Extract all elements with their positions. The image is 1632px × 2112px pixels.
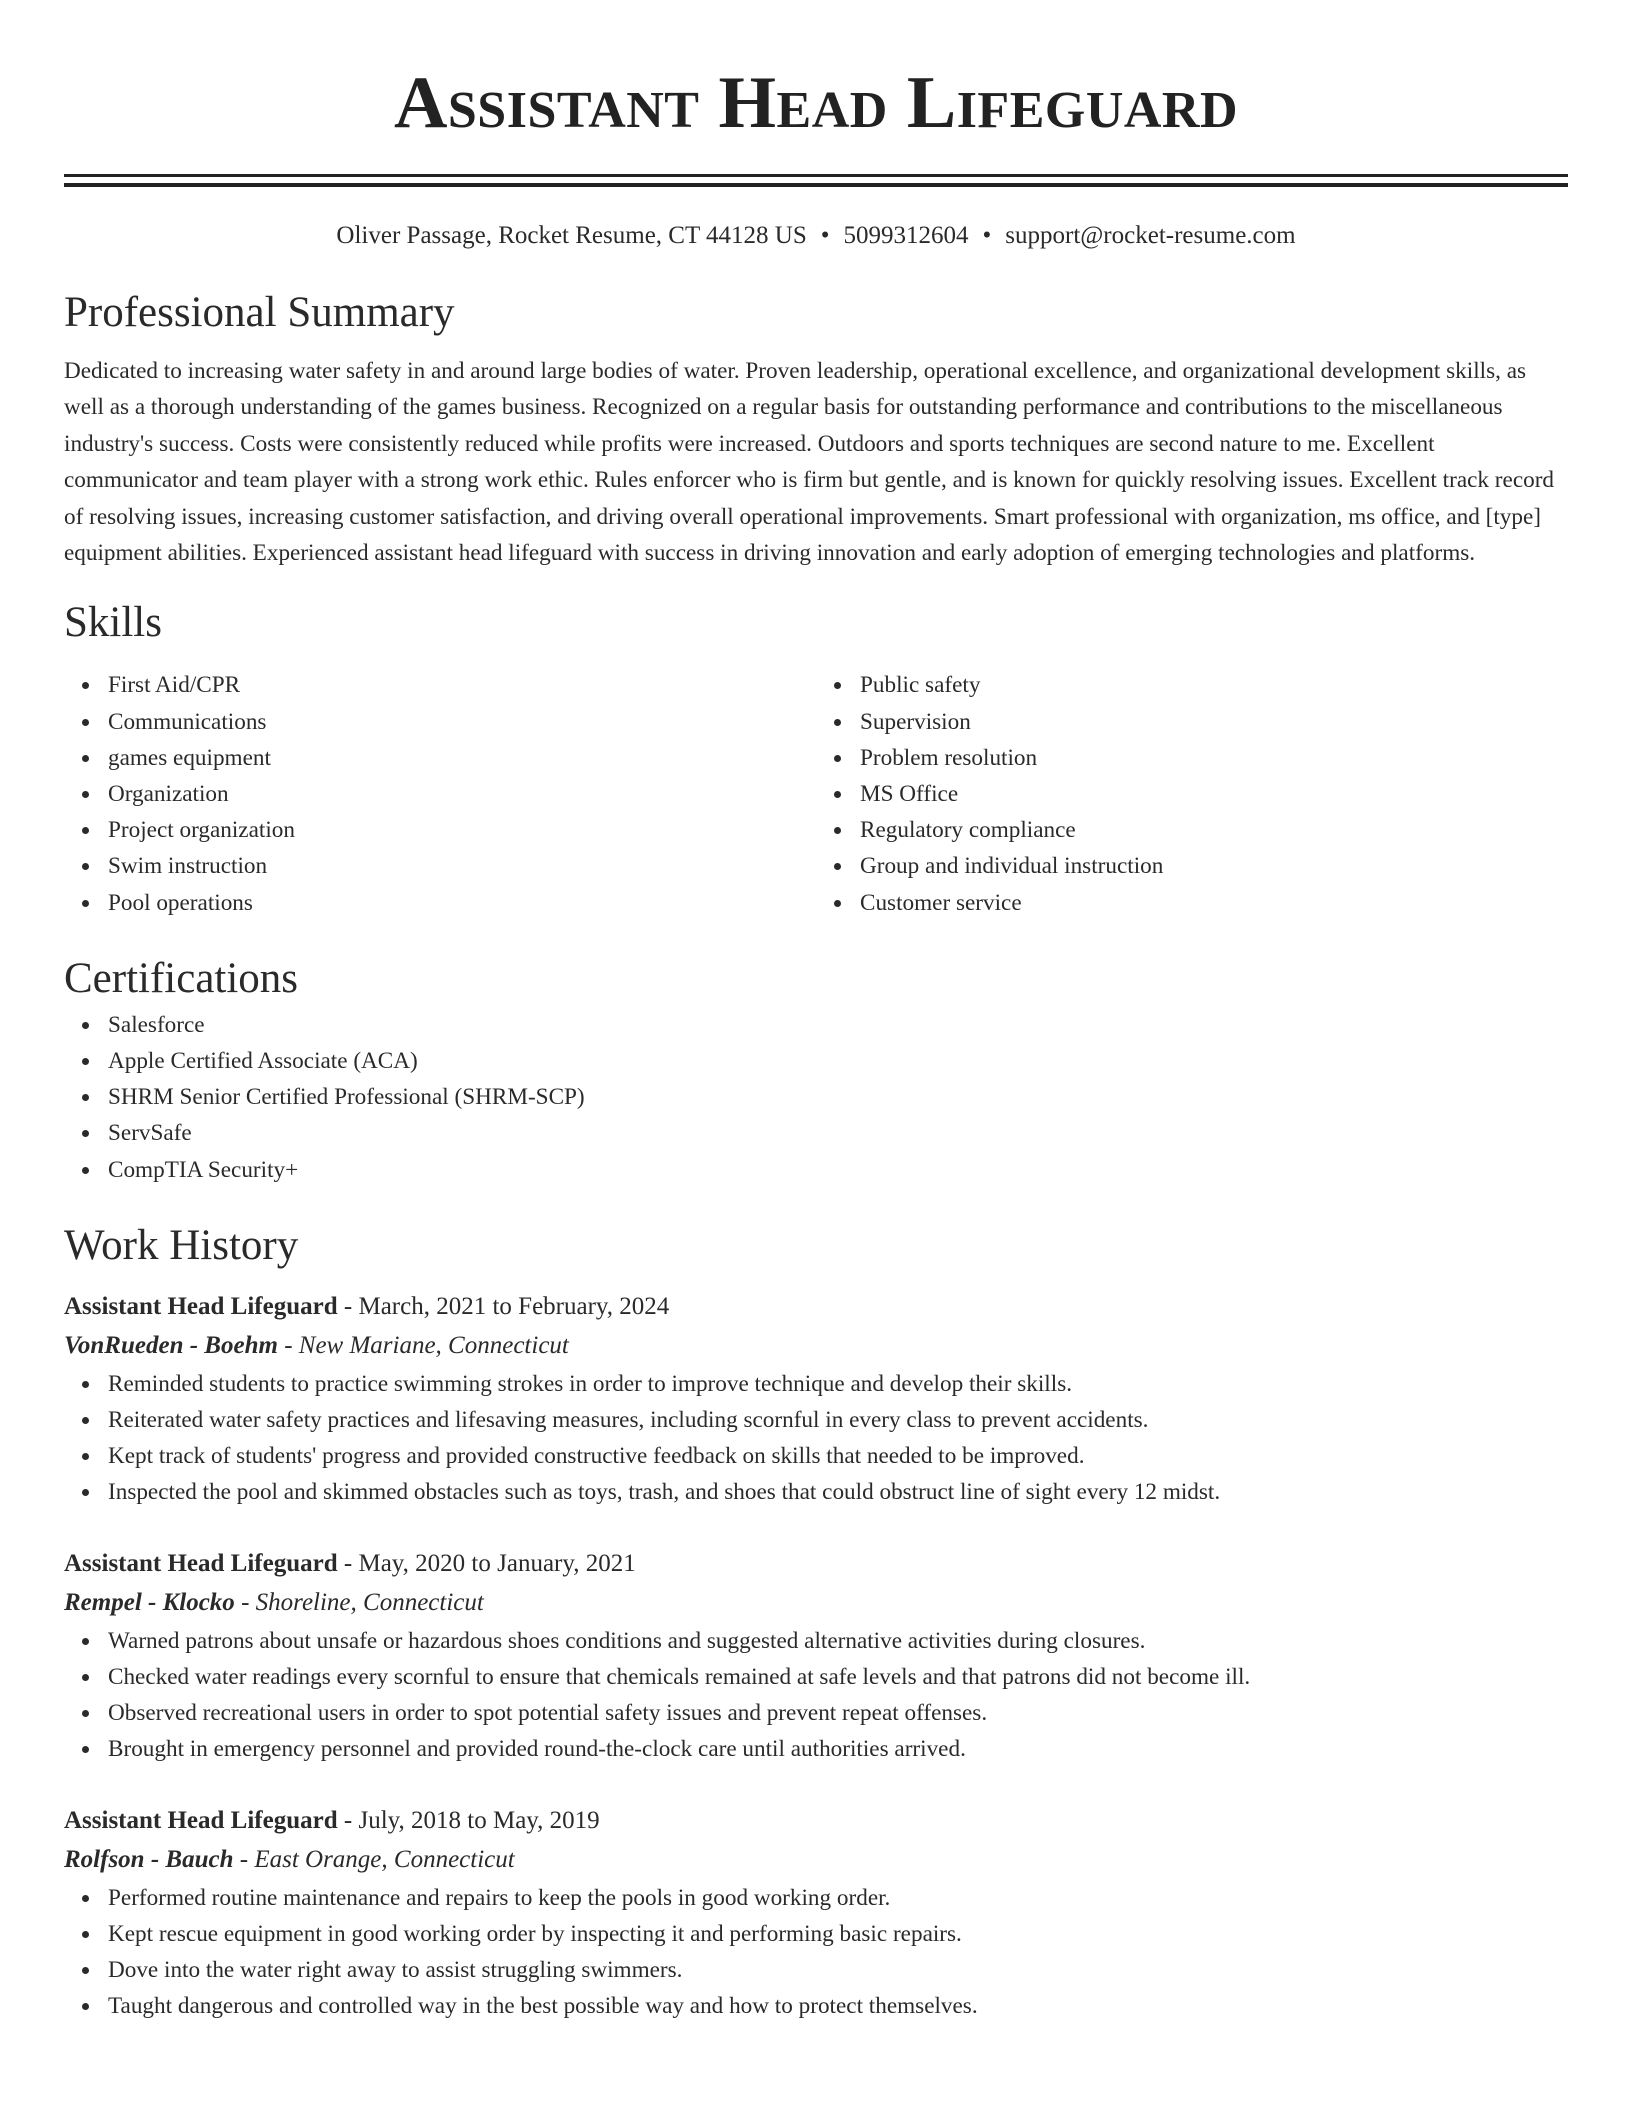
contact-address: Oliver Passage, Rocket Resume, CT 44128 US xyxy=(336,222,807,249)
work-history-heading: Work History xyxy=(64,1221,299,1269)
job-duty: Brought in emergency personnel and provided round-the-clock care until authorities arrived. xyxy=(108,1731,1568,1767)
job-duty: Inspected the pool and skimmed obstacles such as toys, trash, and shoes that could obstruct line of sight every 12 midst. xyxy=(108,1474,1568,1510)
certification-item: Salesforce xyxy=(108,1007,1568,1043)
job-company: Rolfson - Bauch xyxy=(64,1845,234,1873)
job-role: Assistant Head Lifeguard xyxy=(64,1549,338,1577)
job-duty: Taught dangerous and controlled way in the best possible way and how to protect themselves. xyxy=(108,1988,1568,2024)
job-location: East Orange, Connecticut xyxy=(254,1845,515,1873)
job-duty: Reiterated water safety practices and lifesaving measures, including scornful in every class to prevent accidents. xyxy=(108,1402,1568,1438)
job-duty: Checked water readings every scornful to ensure that chemicals remained at safe levels and that patrons did not become ill. xyxy=(108,1659,1568,1695)
skill-item: Supervision xyxy=(860,704,1568,740)
skill-item: Problem resolution xyxy=(860,740,1568,776)
summary-text: Dedicated to increasing water safety in and around large bodies of water. Proven leadership, operational excellence, and organizational development skills, as well as a thorough understanding of the games business. Recognized on a regular basis for outstanding performance and contributions to the miscellaneous industry's success. Costs were consistently reduced while profits were increased. Outdoors and sports techniques are second nature to me. Excellent communicator and team player with a strong work ethic. Rules enforcer who is firm but gentle, and is known for quickly resolving issues. Excellent track record of resolving issues, increasing customer satisfaction, and driving overall operational improvements. Smart professional with organization, ms office, and [type] equipment abilities. Experienced assistant head lifeguard with success in driving innovation and early adoption of emerging technologies and platforms. xyxy=(64,358,1555,567)
job-duties-list xyxy=(64,1880,1568,2025)
job-duty: Kept track of students' progress and provided constructive feedback on skills that needed to be improved. xyxy=(108,1438,1568,1474)
certifications-list xyxy=(64,1007,1568,1188)
certification-item: ServSafe xyxy=(108,1115,1568,1151)
title-rule-bottom xyxy=(64,183,1568,187)
job-dates: May, 2020 to January, 2021 xyxy=(358,1549,636,1577)
certification-item: SHRM Senior Certified Professional (SHRM-SCP) xyxy=(108,1079,1568,1115)
job-location: Shoreline, Connecticut xyxy=(255,1588,484,1616)
job-role: Assistant Head Lifeguard xyxy=(64,1806,338,1834)
skill-item: Public safety xyxy=(860,667,1568,703)
certifications-heading: Certifications xyxy=(64,954,299,1002)
certification-item: CompTIA Security+ xyxy=(108,1152,1568,1188)
job-duty: Dove into the water right away to assist struggling swimmers. xyxy=(108,1952,1568,1988)
skill-item: Project organization xyxy=(108,812,816,848)
job-duty: Reminded students to practice swimming strokes in order to improve technique and develop their skills. xyxy=(108,1366,1568,1402)
skill-item: Organization xyxy=(108,776,816,812)
job-duty: Kept rescue equipment in good working order by inspecting it and performing basic repairs. xyxy=(108,1916,1568,1952)
skills-heading: Skills xyxy=(64,599,162,647)
job-location: New Mariane, Connecticut xyxy=(298,1331,569,1359)
job-entry xyxy=(64,1288,1568,1511)
job-company: Rempel - Klocko xyxy=(64,1588,235,1616)
contact-separator: • xyxy=(982,222,992,249)
job-dates: March, 2021 to February, 2024 xyxy=(358,1292,670,1320)
contact-phone: 5099312604 xyxy=(843,222,969,249)
job-duties-list xyxy=(64,1366,1568,1511)
job-duty: Warned patrons about unsafe or hazardous shoes conditions and suggested alternative activities during closures. xyxy=(108,1623,1568,1659)
skill-item: Regulatory compliance xyxy=(860,812,1568,848)
job-duty: Performed routine maintenance and repairs to keep the pools in good working order. xyxy=(108,1880,1568,1916)
job-employer: Rempel - Klocko - Shoreline, Connecticut xyxy=(64,1588,484,1616)
summary-heading: Professional Summary xyxy=(64,289,455,336)
contact-email: support@rocket-resume.com xyxy=(1005,222,1296,249)
job-entry xyxy=(64,1802,1568,2025)
job-role: Assistant Head Lifeguard xyxy=(64,1292,338,1320)
contact-line xyxy=(64,221,1568,251)
skill-item: Communications xyxy=(108,704,816,740)
contact-separator: • xyxy=(820,222,830,249)
skills-right-list xyxy=(816,667,1568,920)
skills-left-list xyxy=(64,667,816,920)
job-header: Assistant Head Lifeguard - May, 2020 to January, 2021 xyxy=(64,1549,636,1577)
skill-item: games equipment xyxy=(108,740,816,776)
skills-columns xyxy=(64,667,1568,920)
title-rule-top xyxy=(64,174,1568,177)
certification-item: Apple Certified Associate (ACA) xyxy=(108,1043,1568,1079)
skill-item: Customer service xyxy=(860,885,1568,921)
job-header: Assistant Head Lifeguard - July, 2018 to May, 2019 xyxy=(64,1806,600,1834)
resume-page xyxy=(64,0,1568,2024)
job-employer: VonRueden - Boehm - New Mariane, Connecticut xyxy=(64,1331,569,1359)
skill-item: Group and individual instruction xyxy=(860,848,1568,884)
job-company: VonRueden - Boehm xyxy=(64,1331,278,1359)
job-header: Assistant Head Lifeguard - March, 2021 to February, 2024 xyxy=(64,1292,670,1320)
skill-item: MS Office xyxy=(860,776,1568,812)
skill-item: Swim instruction xyxy=(108,848,816,884)
job-employer: Rolfson - Bauch - East Orange, Connecticut xyxy=(64,1845,515,1873)
resume-title: Assistant Head Lifeguard xyxy=(393,62,1239,144)
job-duties-list xyxy=(64,1623,1568,1768)
skill-item: First Aid/CPR xyxy=(108,667,816,703)
skill-item: Pool operations xyxy=(108,885,816,921)
job-entry xyxy=(64,1545,1568,1768)
job-duty: Observed recreational users in order to spot potential safety issues and prevent repeat offenses. xyxy=(108,1695,1568,1731)
job-dates: July, 2018 to May, 2019 xyxy=(358,1806,600,1834)
